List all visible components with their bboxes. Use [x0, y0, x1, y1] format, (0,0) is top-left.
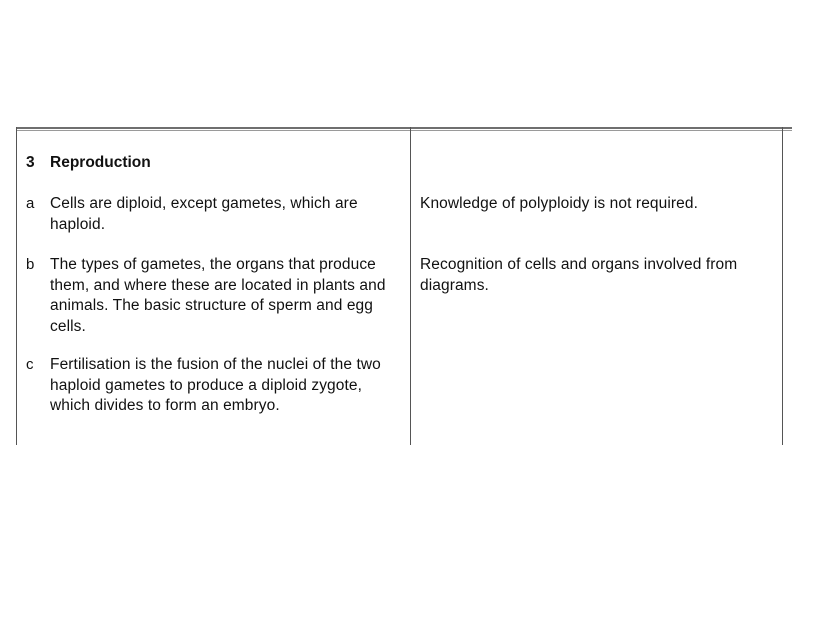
table-left-border	[16, 127, 17, 445]
note-text-a: Knowledge of polyploidy is not required.	[420, 195, 699, 212]
section-title: Reproduction	[50, 154, 151, 171]
note-text-b: Recognition of cells and organs involved from diagrams.	[420, 256, 738, 294]
item-text-c: Fertilisation is the fusion of the nuclei of the two haploid gametes to produce a diploid zygote, which divides to form an embryo.	[50, 356, 381, 414]
item-text-a: Cells are diploid, except gametes, which are haploid.	[50, 195, 358, 233]
item-text-b: The types of gametes, the organs that produce them, and where these are located in plants and animals. The basic structure of sperm and egg cells.	[50, 256, 386, 335]
item-letter-c: c	[26, 356, 34, 373]
item-letter-b: b	[26, 256, 35, 273]
table-column-divider	[410, 127, 411, 445]
table-right-border	[782, 127, 783, 445]
specification-table	[16, 127, 792, 445]
section-number: 3	[26, 154, 35, 171]
table-top-border	[16, 127, 792, 129]
table-top-border-inner	[16, 130, 792, 131]
item-letter-a: a	[26, 195, 35, 212]
